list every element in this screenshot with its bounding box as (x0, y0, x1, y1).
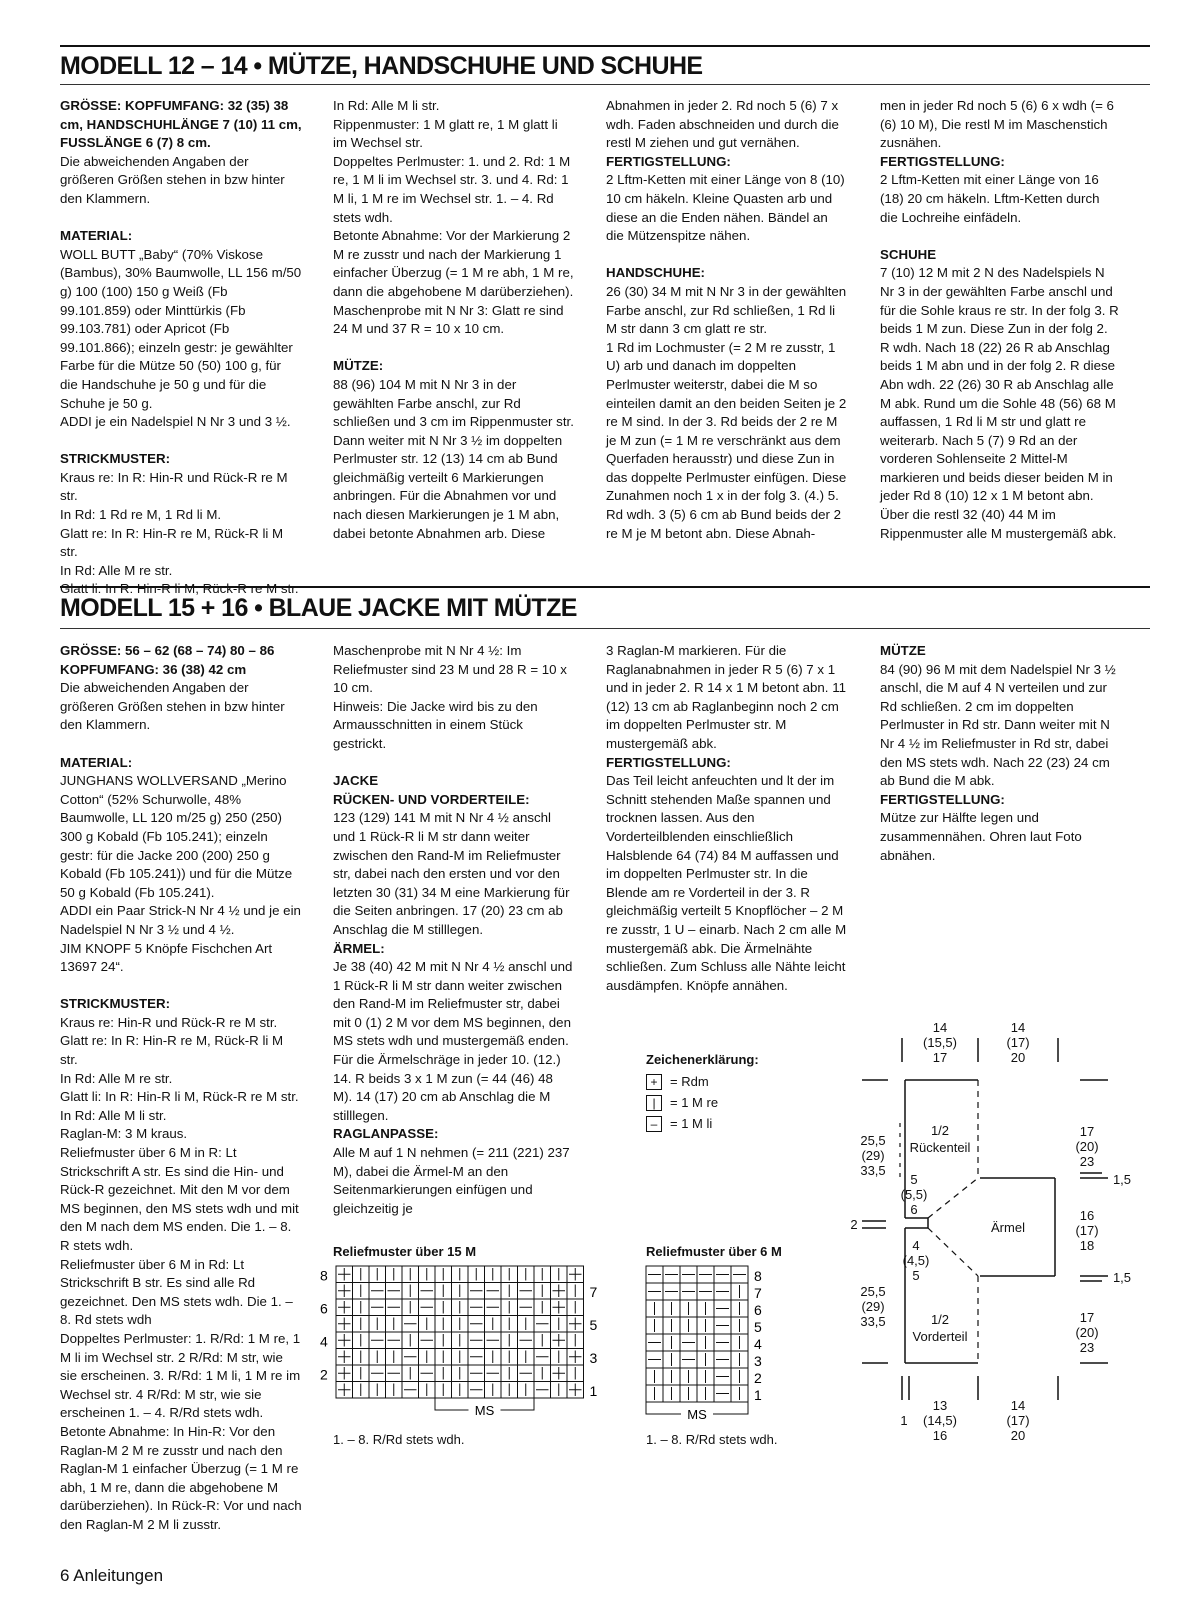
paragraph: 84 (90) 96 M mit dem Nadelspiel Nr 3 ½ anschl, die M auf 4 N verteilen und zur Rd schließen. 2 cm im doppelten Perlmuster in Rd str. Dann weiter mit N Nr 4 ½ im Reliefmuster in Rd str, dabei den MS stets wdh. Nach 22 (23) 24 cm ab Bund die M abk. (880, 661, 1116, 789)
dim-bottom-right-2: (17) (1006, 1413, 1030, 1428)
paragraph: men in jeder Rd noch 5 (6) 6 x wdh (= 6 (6) 10 M), Die restl M im Maschenstich zusnähen. (880, 98, 1114, 151)
paragraph: JIM KNOPF 5 Knöpfe Fischchen Art 13697 24“. (60, 940, 273, 975)
page-footer: 6 Anleitungen (60, 1566, 164, 1585)
section1-title: MODELL 12 – 14 • MÜTZE, HANDSCHUHE UND SCHUHE (60, 52, 703, 80)
vorder-label-2: Vorderteil (912, 1329, 968, 1344)
legend (646, 1052, 759, 1134)
section-heading: RAGLANPASSE: (333, 1126, 439, 1142)
section1-col1 (60, 97, 302, 599)
paragraph: In Rd: 1 Rd re M, 1 Rd li M. (60, 507, 222, 523)
paragraph: Glatt li: In R: Hin-R li M, Rück-R re M str. (60, 581, 299, 597)
section-heading: HANDSCHUHE: (606, 265, 705, 281)
paragraph: Doppeltes Perlmuster: 1. R/Rd: 1 M re, 1 M li im Wechsel str. 2 R/Rd: M str, wie sie erscheinen. 3. R/Rd: 1 M li, 1 M re im Wechsel str. 4 R/Rd: M str, wie sie erscheinen 1. – 4. R/Rd stets wdh. (60, 1330, 301, 1421)
dim-bottom-left-3: 16 (932, 1428, 948, 1443)
dim-right-top-1: 17 (1079, 1124, 1095, 1139)
section-heading: MÜTZE (880, 643, 926, 658)
dim-right-mid-2: (17) (1075, 1223, 1099, 1238)
dim-top-left-2: (15,5) (923, 1035, 957, 1050)
ms-label: MS (687, 1407, 707, 1422)
raglan-lower-1: 4 (912, 1238, 920, 1253)
paragraph: Reliefmuster über 6 M in R: Lt Strickschrift A str. Es sind die Hin- und Rück-R gezeichnet. Mit den M vor dem MS beginnen, den MS stets wdh und mit den M nach dem MS enden. Die 1. – 8. R stets wdh. (60, 1145, 299, 1253)
legend-item-rdm (646, 1071, 759, 1092)
dim-top-right-1: 14 (1010, 1020, 1026, 1035)
paragraph: In Rd: Alle M li str. (60, 1107, 167, 1123)
row-number: 8 (320, 1267, 328, 1284)
ruecken-label-2: Rückenteil (909, 1140, 971, 1155)
section2-top-rule (60, 586, 1150, 588)
section1-col2 (333, 97, 575, 543)
section-heading: MATERIAL: (60, 228, 133, 244)
section1-col4 (880, 97, 1120, 543)
dim-top-left-1: 14 (932, 1020, 948, 1035)
legend-label: = Rdm (670, 1074, 709, 1089)
paragraph: In Rd: Alle M re str. (60, 562, 173, 578)
section-heading: STRICKMUSTER: (60, 996, 171, 1012)
dim-right-top-2: (20) (1075, 1139, 1099, 1154)
legend-item-li (646, 1113, 759, 1134)
legend-label: = 1 M re (670, 1095, 719, 1110)
dim-left-upper-3: 33,5 (860, 1163, 886, 1178)
raglan-upper-2: (5,5) (900, 1187, 928, 1202)
spacer (60, 735, 302, 754)
spacer (333, 339, 575, 358)
raglan-upper-3: 6 (910, 1202, 918, 1217)
legend-label: = 1 M li (670, 1116, 713, 1131)
row-number: 3 (589, 1350, 598, 1366)
row-number: 6 (754, 1302, 762, 1318)
section-heading: GRÖSSE: 56 – 62 (68 – 74) 80 – 86 (60, 643, 275, 658)
chart-b-title: Reliefmuster über 6 M (646, 1244, 782, 1259)
paragraph: Hinweis: Die Jacke wird bis zu den Armausschnitten in einem Stück gestrickt. (333, 698, 538, 751)
paragraph: Die abweichenden Angaben der größeren Größen stehen in bzw hinter den Klammern. (60, 153, 285, 206)
paragraph: Betonte Abnahme: In Hin-R: Vor den Raglan-M 2 M re zusstr und nach den Raglan-M 1 einfacher Überzug (= 1 M re abh, 1 M re, dann die abgehobene M darüberziehen). In Rück-R: Vor und nach den Raglan-M 2 M li zusstr. (60, 1423, 302, 1532)
dim-right-bot-1: 17 (1079, 1310, 1095, 1325)
paragraph: Alle M auf 1 N nehmen (= 211 (221) 237 M), dabei die Ärmel-M an den Seitenmarkierungen einfügen und gleichzeitig je (333, 1145, 570, 1216)
dim-right-mid-3: 18 (1079, 1238, 1095, 1253)
dim-cuff-1: 1,5 (1112, 1172, 1132, 1187)
legend-title: Zeichenerklärung: (646, 1052, 759, 1067)
section1-title-rule (60, 84, 1150, 85)
section2-col4 (880, 642, 1120, 865)
spacer (60, 209, 302, 228)
paragraph: Je 38 (40) 42 M mit N Nr 4 ½ anschl und 1 Rück-R li M str dann weiter zwischen den Rand-M im Reliefmuster str, dabei mit 0 (1) 2 M vor dem MS beginnen, den MS stets wdh und mustergemäß enden. Für die Ärmelschräge in jeder 10. (12.) 14. R beids 3 x 1 M zun (= 44 (46) 48 M). 14 (17) 20 cm ab Anschlag die M stilllegen. (333, 959, 573, 1123)
dim-left-upper-2: (29) (861, 1148, 885, 1163)
section-heading: KOPFUMFANG: 36 (38) 42 cm (60, 661, 247, 677)
spacer (606, 246, 848, 265)
section2-col2 (333, 642, 575, 1218)
row-number: 4 (320, 1333, 328, 1350)
paragraph: Maschenprobe mit N Nr 4 ½: Im Reliefmuster sind 23 M und 28 R = 10 x 10 cm. (333, 643, 567, 696)
paragraph: Reliefmuster über 6 M in Rd: Lt Strickschrift B str. Es sind alle Rd gezeichnet. Den MS stets wdh. Die 1. – 8. Rd stets wdh (60, 1256, 293, 1328)
raglan-lower-3: 5 (912, 1268, 920, 1283)
dim-bottom-left-2: (14,5) (923, 1413, 957, 1428)
row-number: 5 (754, 1319, 762, 1335)
chart-b-caption: 1. – 8. R/Rd stets wdh. (646, 1432, 778, 1447)
paragraph: Kraus re: Hin-R und Rück-R re M str. (60, 1014, 278, 1030)
row-number: 7 (589, 1284, 598, 1300)
chart-a-caption: 1. – 8. R/Rd stets wdh. (333, 1432, 465, 1447)
paragraph: Glatt re: In R: Hin-R re M, Rück-R li M str. (60, 525, 284, 560)
paragraph: JUNGHANS WOLLVERSAND „Merino Cotton“ (52% Schurwolle, 48% Baumwolle, LL 120 m/25 g) 250 (250) 300 g Kobald (Fb 105.241); einzeln gestr: für die Jacke 200 (200) 250 g Kobald (Fb 105.241)) und für die Mütze 50 g Kobald (Fb 105.241). (60, 773, 293, 900)
paragraph: ADDI ein Paar Strick-N Nr 4 ½ und je ein Nadelspiel N Nr 3 ½ und 4 ½. (60, 903, 301, 937)
paragraph: Glatt re: In R: Hin-R re M, Rück-R li M str. (60, 1033, 284, 1068)
spacer (60, 977, 302, 996)
chart-b-grid (640, 1260, 780, 1432)
paragraph: In Rd: Alle M li str. (333, 98, 440, 113)
paragraph: Die abweichenden Angaben der größeren Größen stehen in bzw hinter den Klammern. (60, 680, 285, 733)
spacer (880, 227, 1120, 246)
section-heading: RÜCKEN- UND VORDERTEILE: (333, 791, 530, 807)
dim-right-mid-1: 16 (1079, 1208, 1095, 1223)
legend-symbol: – (646, 1116, 662, 1132)
section2-title-rule (60, 628, 1150, 629)
section2-col1 (60, 642, 302, 1535)
dim-top-left-3: 17 (932, 1050, 948, 1065)
dim-right-bot-2: (20) (1075, 1325, 1099, 1340)
paragraph: Abnahmen in jeder 2. Rd noch 5 (6) 7 x wdh. Faden abschneiden und durch die restl M ziehen und gut vernähen. (606, 98, 839, 151)
aermel-label: Ärmel (991, 1220, 1025, 1235)
row-number: 2 (320, 1366, 328, 1383)
raglan-upper-1: 5 (910, 1172, 918, 1187)
section-heading: FERTIGSTELLUNG: (880, 153, 1005, 169)
paragraph: Betonte Abnahme: Vor der Markierung 2 M re zusstr und nach der Markierung 1 einfacher Überzug (= 1 M re abh, 1 M re, dann die abgehobene M darüberziehen). (333, 228, 574, 299)
dim-top-right-3: 20 (1010, 1050, 1026, 1065)
row-number: 5 (589, 1317, 598, 1333)
ruecken-label-1: 1/2 (930, 1123, 950, 1138)
dim-right-bot-3: 23 (1079, 1340, 1095, 1355)
row-number: 2 (754, 1370, 762, 1386)
section2-title: MODELL 15 + 16 • BLAUE JACKE MIT MÜTZE (60, 594, 577, 622)
paragraph: WOLL BUTT „Baby“ (70% Viskose (Bambus), 30% Baumwolle, LL 156 m/50 g) 100 (100) 150 g Weiß (Fb 99.101.859) oder Minttürkis (Fb 99.103.781) oder Apricot (Fb 99.101.866); einzeln gestr: je gewählter Farbe für die Mütze 50 (50) 100 g, für die Handschuhe je 50 g und für die Schuhe je 50 g. (60, 246, 302, 411)
garment-schematic (840, 1018, 1170, 1458)
legend-symbol: + (646, 1074, 662, 1090)
section-heading: MATERIAL: (60, 754, 133, 770)
section2-col3 (606, 642, 848, 995)
chart-a-grid (310, 1260, 610, 1432)
section-heading: ÄRMEL: (333, 940, 385, 956)
section-heading: FERTIGSTELLUNG: (606, 754, 731, 770)
dim-left-upper-1: 25,5 (860, 1133, 886, 1148)
paragraph: 123 (129) 141 M mit N Nr 4 ½ anschl und 1 Rück-R li M str dann weiter zwischen den Rand-M im Reliefmuster str, dabei nach den ersten und vor den letzten 30 (31) 34 M eine Markierung für die Seiten anbringen. 17 (20) 23 cm ab Anschlag die M stilllegen. (333, 810, 570, 937)
legend-item-re (646, 1092, 759, 1113)
section1-col3 (606, 97, 848, 543)
row-number: 1 (754, 1387, 762, 1403)
paragraph: 3 Raglan-M markieren. Für die Raglanabnahmen in jeder R 5 (6) 7 x 1 und in jeder 2. R 14 x 1 M betont abn. 11 (12) 13 cm ab Raglanbeginn noch 2 cm im doppelten Perlmuster str. M mustergemäß abk. (606, 643, 846, 751)
row-number: 4 (754, 1336, 762, 1352)
dim-left-lower-3: 33,5 (860, 1314, 886, 1329)
section-heading: SCHUHE (880, 246, 937, 262)
vorder-label-1: 1/2 (930, 1312, 950, 1327)
spacer (60, 432, 302, 451)
paragraph: 2 Lftm-Ketten mit einer Länge von 8 (10) 10 cm häkeln. Kleine Quasten arb und diese an die Enden nähen. Bändel an die Mützenspitze nähen. (606, 172, 845, 244)
row-number: 8 (754, 1268, 762, 1284)
dim-right-top-3: 23 (1079, 1154, 1095, 1169)
paragraph: Doppeltes Perlmuster: 1. und 2. Rd: 1 M re, 1 M li im Wechsel str. 3. und 4. Rd: 1 M li, 1 M re im Wechsel str. 1. – 4. Rd stets wdh. (333, 153, 571, 225)
ms-label: MS (474, 1403, 495, 1418)
row-number: 6 (320, 1300, 328, 1317)
paragraph: Das Teil leicht anfeuchten und lt der im Schnitt stehenden Maße spannen und trocknen lassen. Aus den Vorderteilblenden einschließlich Halsblende 64 (74) 84 M auffassen und im doppelten Perlmuster str. In die Blende am re Vorderteil in der 3. R gleichmäßig verteilt 5 Knopflöcher – 2 M re zusstr, 1 U – einarb. Nach 2 cm alle M mustergemäß abk. Die Ärmelnähte schließen. Zum Schluss alle Nähte leicht ausdämpfen. Knöpfe annähen. (606, 773, 847, 993)
dim-left-lower-2: (29) (861, 1299, 885, 1314)
dim-bottom-one: 1 (900, 1413, 908, 1428)
top-rule (60, 45, 1150, 47)
row-number: 3 (754, 1353, 762, 1369)
paragraph: Raglan-M: 3 M kraus. (60, 1126, 188, 1142)
dim-left-lower-1: 25,5 (860, 1284, 886, 1299)
dim-cuff-2: 1,5 (1112, 1270, 1132, 1285)
row-number: 1 (589, 1383, 598, 1399)
paragraph: Kraus re: In R: Hin-R und Rück-R re M str. (60, 469, 288, 504)
dim-bottom-left-1: 13 (932, 1398, 948, 1413)
legend-symbol: | (646, 1095, 662, 1111)
section-heading: FERTIGSTELLUNG: (880, 791, 1005, 807)
dim-neck: 2 (850, 1217, 858, 1232)
dim-bottom-right-1: 14 (1010, 1398, 1026, 1413)
dim-top-right-2: (17) (1006, 1035, 1030, 1050)
paragraph: 26 (30) 34 M mit N Nr 3 in der gewählten Farbe anschl, zur Rd schließen, 1 Rd li M str dann 3 cm glatt re str. (606, 283, 847, 337)
spacer (333, 754, 575, 773)
section-heading: JACKE (333, 773, 379, 789)
section-heading: GRÖSSE: KOPFUMFANG: 32 (35) 38 cm, HANDSCHUHLÄNGE 7 (10) 11 cm, FUSSLÄNGE 6 (7) 8 cm. (60, 98, 302, 151)
row-number: 7 (754, 1285, 762, 1301)
paragraph: In Rd: Alle M re str. (60, 1070, 173, 1086)
paragraph: Rippenmuster: 1 M glatt re, 1 M glatt li im Wechsel str. (333, 116, 558, 151)
dim-bottom-right-3: 20 (1010, 1428, 1026, 1443)
section-heading: FERTIGSTELLUNG: (606, 153, 731, 169)
paragraph: ADDI je ein Nadelspiel N Nr 3 und 3 ½. (60, 414, 291, 430)
paragraph: 88 (96) 104 M mit N Nr 3 in der gewählten Farbe anschl, zur Rd schließen und 3 cm im Rippenmuster str. Dann weiter mit N Nr 3 ½ im doppelten Perlmuster str. 12 (13) 14 cm ab Bund gleichmäßig verteilt 6 Markierungen anbringen. Für die Abnahmen vor und nach diesen Markierungen je 1 M abn, dabei betonte Abnahmen arb. Diese (333, 376, 574, 541)
paragraph: Mütze zur Hälfte legen und zusammennähen. Ohren laut Foto abnähen. (880, 810, 1082, 863)
paragraph: Maschenprobe mit N Nr 3: Glatt re sind 24 M und 37 R = 10 x 10 cm. (333, 302, 564, 337)
paragraph: Glatt li: In R: Hin-R li M, Rück-R re M str. (60, 1089, 299, 1105)
paragraph: 1 Rd im Lochmuster (= 2 M re zusstr, 1 U) arb und danach im doppelten Perlmuster weiterstr, dabei die M so einteilen damit an den beiden Seiten je 2 re M sind. In der 3. Rd beids der 2 re M je M zun (= 1 M re verschränkt aus dem Querfaden herausstr) und diese Zun in das doppelte Perlmuster einfügen. Diese Zunahmen noch 1 x in der folg 3. (4.) 5. Rd wdh. 3 (5) 6 cm ab Bund beids der 2 re M je M betont abn. Diese Abnah- (606, 339, 847, 541)
section-heading: STRICKMUSTER: (60, 451, 171, 467)
raglan-lower-2: (4,5) (902, 1253, 930, 1268)
paragraph: 7 (10) 12 M mit 2 N des Nadelspiels N Nr 3 in der gewählten Farbe anschl und für die Sohle kraus re str. In der folg 3. R beids 1 M zun. Diese Zun in der folg 2. R wdh. Nach 18 (22) 26 R ab Anschlag beids 1 M abn und in der folg 2. R diese Abn wdh. 22 (26) 30 R ab Anschlag alle M abk. Rund um die Sohle 48 (56) 68 M auffassen, 1 Rd li M str und glatt re weiterarb. Nach 5 (7) 9 Rd an der vorderen Sohlenseite 2 Mittel-M markieren und beids dieser beiden M in jeder Rd 8 (10) 12 x 1 M betont abn. Über die restl 32 (40) 44 M im Rippenmuster alle M mustergemäß abk. (880, 265, 1119, 541)
chart-a-title: Reliefmuster über 15 M (333, 1244, 477, 1259)
section-heading: MÜTZE: (333, 358, 384, 374)
paragraph: 2 Lftm-Ketten mit einer Länge von 16 (18) 20 cm häkeln. Lftm-Ketten durch die Lochreihe einfädeln. (880, 172, 1100, 225)
